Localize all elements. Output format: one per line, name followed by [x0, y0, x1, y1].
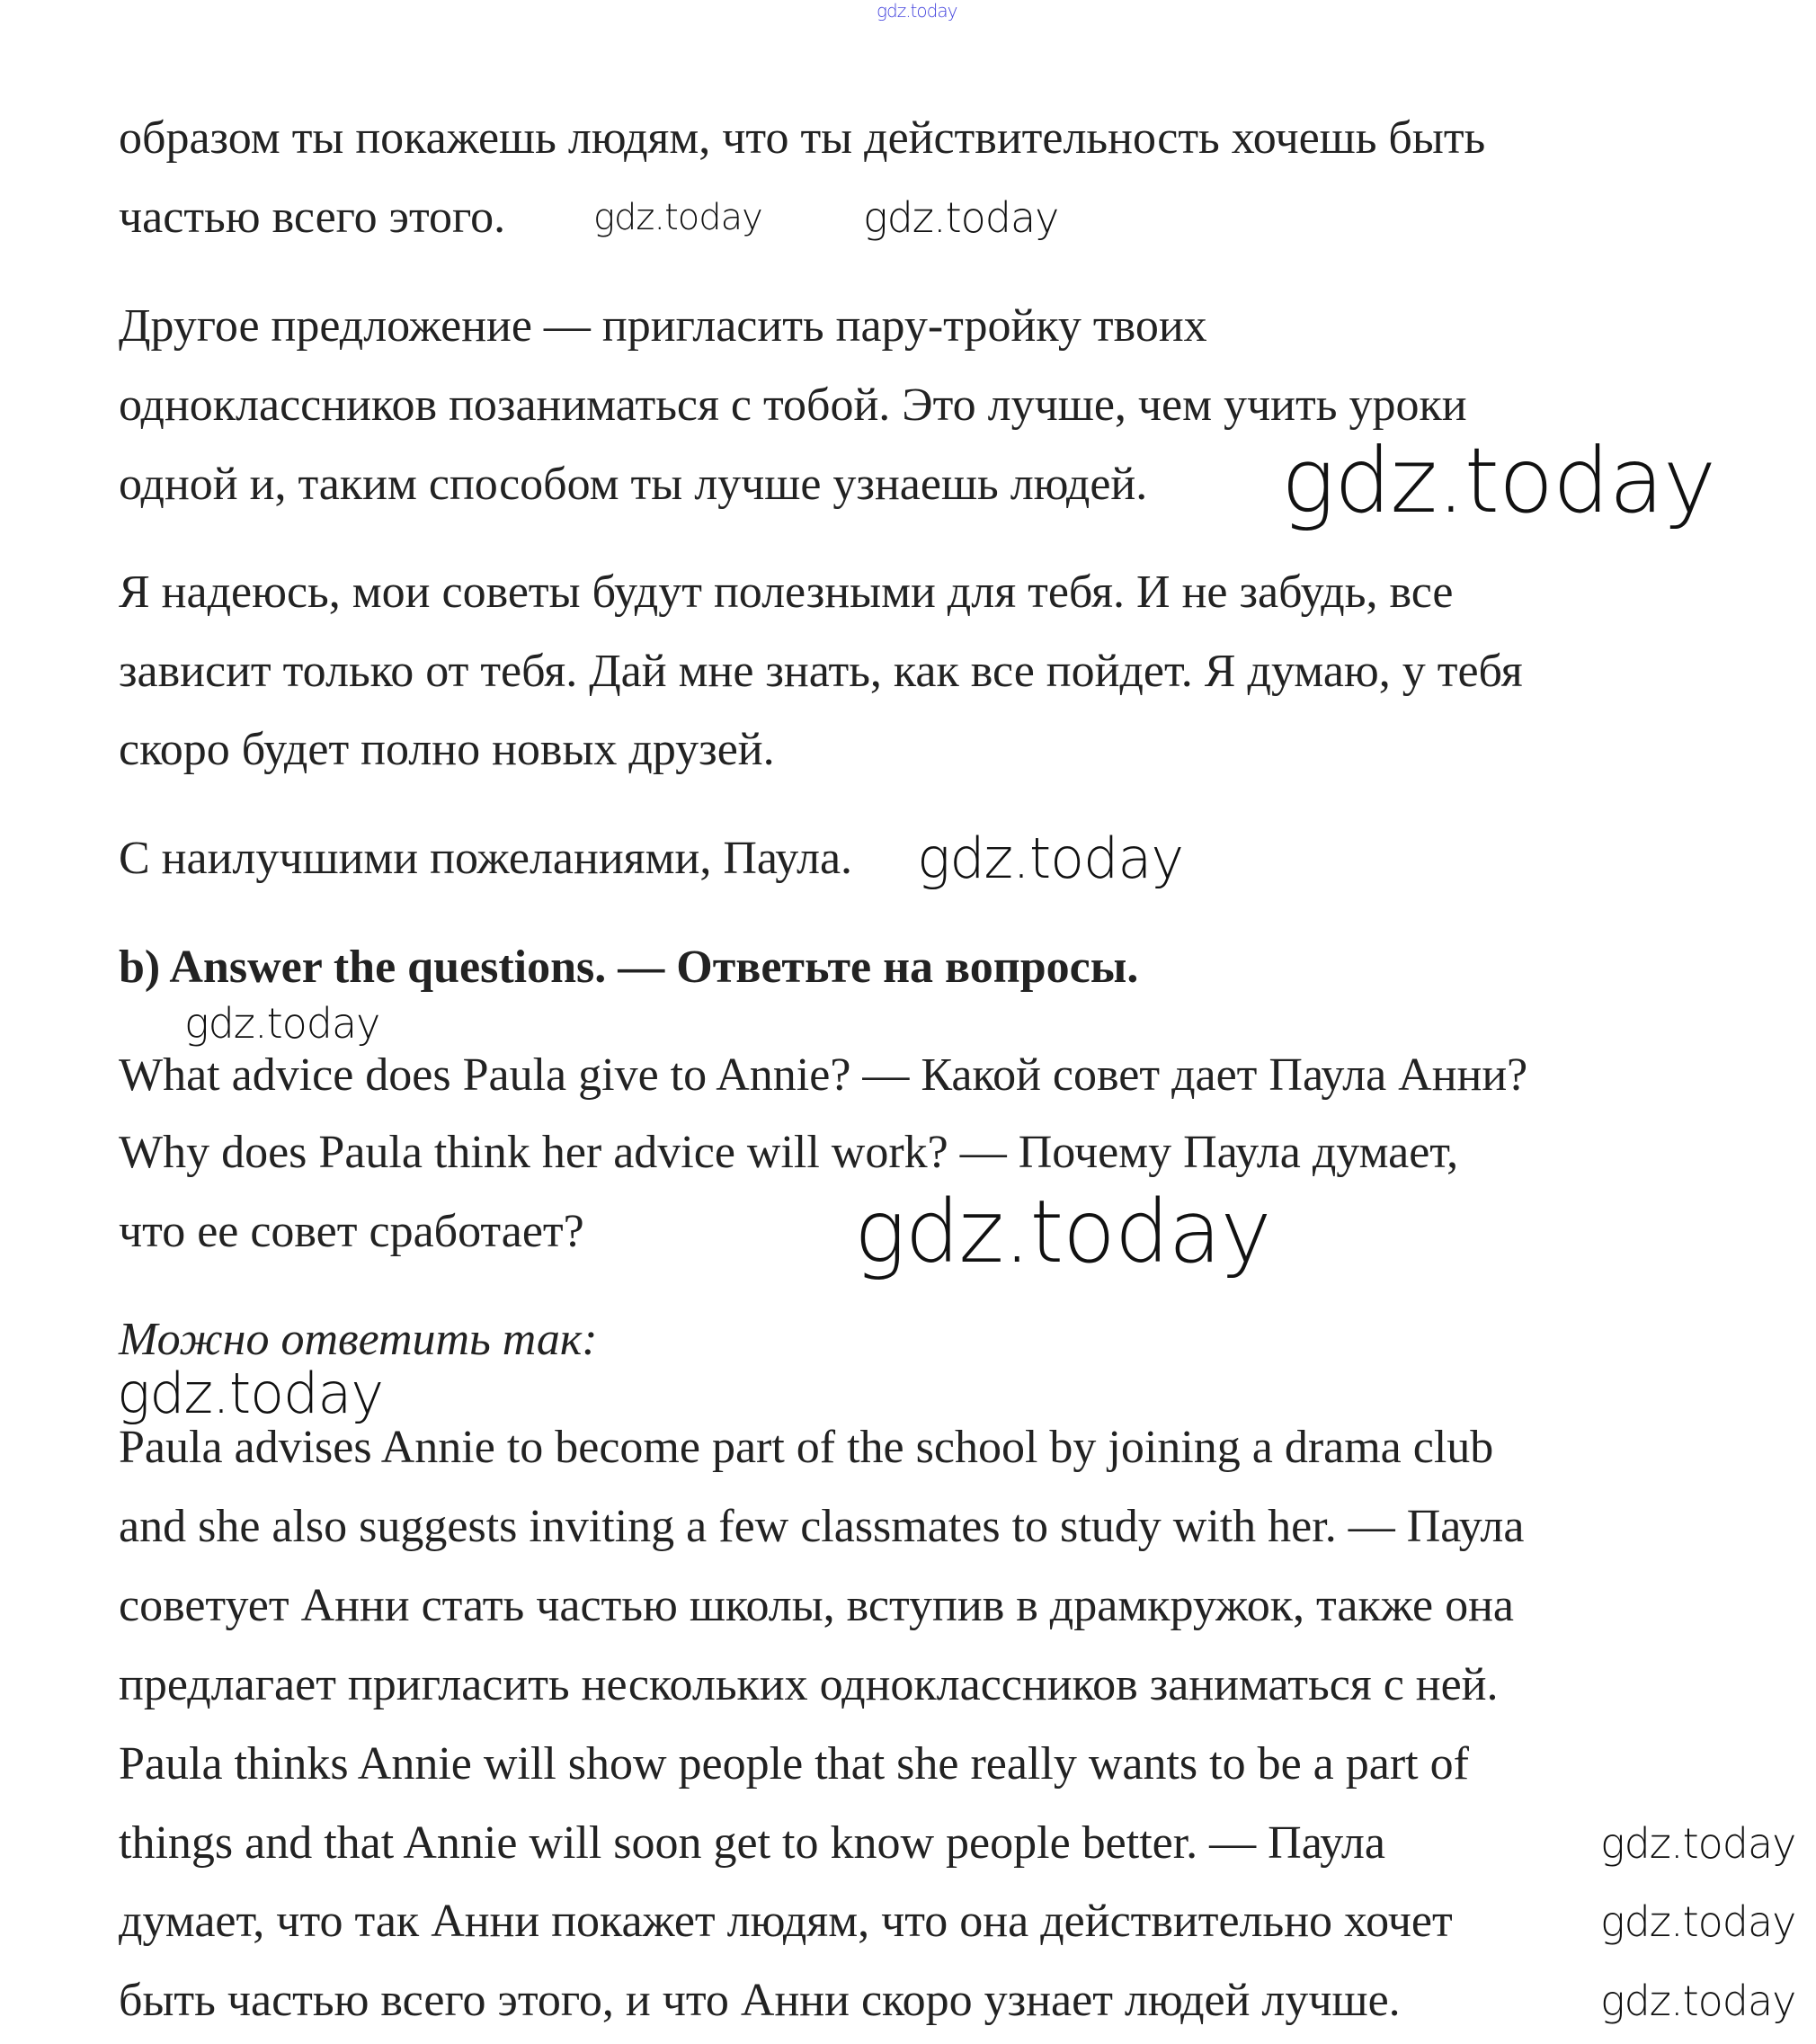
text-line: Я надеюсь, мои советы будут полезными для тебя. И не забудь, все: [119, 567, 1454, 618]
answer-line: and she also suggests inviting a few classmates to study with her. — Паула: [119, 1501, 1525, 1552]
answer-line: быть частью всего этого, и что Анни скоро узнает людей лучше.: [119, 1975, 1401, 2026]
watermark-top: gdz.today: [877, 0, 957, 22]
answer-line: Paula thinks Annie will show people that she really wants to be a part of: [119, 1738, 1469, 1790]
watermark: gdz.today: [184, 999, 380, 1048]
text-line: скоро будет полно новых друзей.: [119, 724, 775, 775]
watermark: gdz.today: [117, 1361, 384, 1426]
answer-line: думает, что так Анни покажет людям, что она действительно хочет: [119, 1896, 1453, 1947]
answer-line: советует Анни стать частью школы, вступив в драмкружок, также она: [119, 1580, 1514, 1631]
text-line: одной и, таким способом ты лучше узнаешь людей.: [119, 459, 1148, 510]
section-heading: b) Answer the questions. — Ответьте на вопросы.: [119, 942, 1139, 993]
watermark: gdz.today: [863, 193, 1059, 242]
watermark: gdz.today: [1600, 1897, 1796, 1946]
question: What advice does Paula give to Annie? — Какой совет дает Паула Анни?: [119, 1049, 1528, 1101]
watermark: gdz.today: [854, 1182, 1271, 1282]
watermark: gdz.today: [1281, 428, 1716, 533]
watermark: gdz.today: [1600, 1977, 1796, 2025]
text-line: одноклассников позаниматься с тобой. Это лучше, чем учить уроки: [119, 379, 1467, 431]
text-line: Другое предложение — пригласить пару-тройку твоих: [119, 300, 1207, 352]
text-line: зависит только от тебя. Дай мне знать, как все пойдет. Я думаю, у тебя: [119, 646, 1523, 697]
text-line: образом ты покажешь людям, что ты действительность хочешь быть: [119, 112, 1486, 164]
answer-line: Paula advises Annie to become part of the school by joining a drama club: [119, 1422, 1494, 1473]
text-line: С наилучшими пожеланиями, Паула.: [119, 833, 853, 884]
text-line: частью всего этого.: [119, 192, 506, 243]
answer-line: things and that Annie will soon get to know people better. — Паула: [119, 1817, 1385, 1869]
watermark: gdz.today: [917, 826, 1184, 891]
watermark: gdz.today: [1600, 1819, 1796, 1868]
answer-line: предлагает пригласить нескольких одноклассников заниматься с ней.: [119, 1659, 1499, 1710]
question: что ее совет сработает?: [119, 1206, 584, 1257]
watermark: gdz.today: [593, 197, 762, 238]
question: Why does Paula think her advice will work? — Почему Паула думает,: [119, 1127, 1459, 1178]
answer-intro: Можно ответить так:: [119, 1314, 598, 1365]
